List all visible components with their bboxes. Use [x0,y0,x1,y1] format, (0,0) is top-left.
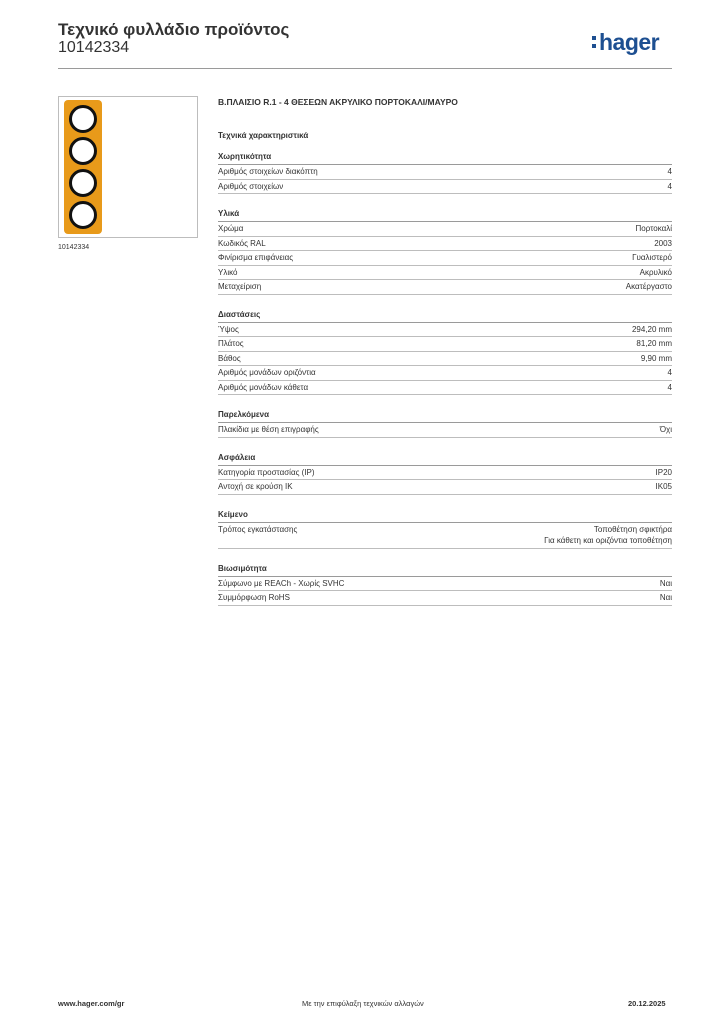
spec-value [668,181,672,193]
spec-value-line: Πορτοκαλί [635,224,672,233]
product-name: Β.ΠΛΑΙΣΙΟ R.1 - 4 ΘΕΣΕΩΝ ΑΚΡΥΛΙΚΟ ΠΟΡΤΟΚΑΛΙ/ΜΑΥΡΟ [218,97,458,107]
spec-label: Αριθμός μονάδων κάθετα [218,382,309,392]
spec-value [636,223,672,235]
spec-value-line: Γυαλιστερό [632,253,672,262]
spec-value-line: Ακατέργαστο [625,282,672,291]
spec-value [668,367,672,379]
spec-section [218,563,672,606]
spec-value [660,424,672,436]
spec-value-line: 4 [667,368,672,377]
spec-value [668,166,672,178]
spec-label: Κωδικός RAL [218,238,266,248]
spec-label: Χρώμα [218,224,244,233]
spec-row [218,237,672,252]
logo-dots-icon [592,34,596,50]
spec-value [632,324,672,336]
spec-value [654,238,672,250]
specs-content [218,96,672,606]
spec-value [668,382,672,394]
spec-value-line: IK05 [655,482,672,491]
footer-date: 20.12.2025 [628,999,666,1008]
spec-row [218,366,672,381]
spec-label: Υλικό [218,267,238,277]
spec-value-line: Όχι [659,425,672,434]
spec-value [626,281,672,293]
spec-value [656,481,672,493]
spec-value-line: 81,20 mm [636,339,672,348]
spec-label: Πλακίδια με θέση επιγραφής [218,425,319,434]
spec-section [218,509,672,549]
spec-section [218,208,672,295]
header-divider [58,68,672,69]
spec-value-line: 4 [667,382,672,392]
spec-value-line: Ναι [659,578,672,588]
spec-section [218,309,672,396]
spec-row [218,180,672,195]
product-code: 10142334 [58,39,130,56]
spec-label: Αριθμός μονάδων οριζόντια [218,368,316,377]
spec-row [218,381,672,396]
frame-plate [64,100,102,234]
spec-value-line: Ακρυλικό [639,267,672,277]
section-title: Διαστάσεις [218,309,672,323]
spec-value-line: 4 [667,181,672,191]
spec-section [218,151,672,194]
spec-label: Βάθος [218,353,241,363]
spec-value [640,267,672,279]
spec-row [218,222,672,237]
spec-section [218,452,672,495]
spec-row [218,523,672,549]
section-title: Κείμενο [218,509,672,523]
spec-value [632,252,672,264]
section-title: Παρελκόμενα [218,409,672,423]
spec-label: Αριθμός στοιχείων [218,181,284,191]
spec-label: Μεταχείριση [218,282,262,291]
spec-value [656,467,672,479]
section-title: Χωρητικότητα [218,151,672,165]
spec-row [218,165,672,180]
spec-sections [218,151,672,606]
spec-value-line: Για κάθετη και οριζόντια τοποθέτηση [544,536,672,545]
section-title: Υλικά [218,208,672,222]
spec-label: Τρόπος εγκατάστασης [218,524,298,534]
spec-value-line: 2003 [654,238,672,248]
spec-row [218,591,672,606]
spec-value [641,353,672,365]
spec-label: Συμμόρφωση RoHS [218,593,290,602]
specs-subtitle: Τεχνικά χαρακτηριστικά [218,131,309,140]
section-title: Βιωσιμότητα [218,563,672,577]
document-title: Τεχνικό φυλλάδιο προϊόντος [58,20,290,39]
spec-value-line: Ναι [659,593,672,602]
spec-row [218,352,672,367]
frame-opening [69,201,97,229]
spec-section [218,409,672,438]
product-image [58,96,198,238]
spec-row [218,480,672,495]
spec-value-line: IP20 [655,467,672,477]
footer-website[interactable]: www.hager.com/gr [58,999,125,1008]
spec-label: Ύψος [218,324,239,334]
spec-row [218,266,672,281]
spec-value-line: 294,20 mm [631,324,672,334]
spec-row [218,323,672,338]
spec-value-line: 4 [667,167,672,176]
spec-label: Αντοχή σε κρούση IK [218,482,293,491]
spec-value-line: 9,90 mm [640,353,672,363]
spec-row [218,577,672,592]
spec-row [218,280,672,295]
spec-row [218,423,672,438]
image-caption: 10142334 [58,244,90,251]
hager-logo[interactable] [592,28,659,56]
spec-value [660,592,672,604]
logo-text: hager [599,28,660,55]
spec-value [660,578,672,590]
spec-value [636,338,672,350]
spec-row [218,337,672,352]
spec-value-line: Τοποθέτηση σφικτήρα [593,524,672,534]
frame-opening [69,105,97,133]
frame-opening [69,137,97,165]
spec-label: Αριθμός στοιχείων διακόπτη [218,167,318,176]
spec-row [218,251,672,266]
spec-row [218,466,672,481]
footer-notice: Με την επιφύλαξη τεχνικών αλλαγών [302,999,424,1008]
spec-label: Φινίρισμα επιφάνειας [218,253,294,262]
spec-value [544,524,672,547]
section-title: Ασφάλεια [218,452,672,466]
spec-label: Σύμφωνο με REACh - Χωρίς SVHC [218,578,345,588]
spec-label: Κατηγορία προστασίας (IP) [218,467,315,477]
frame-opening [69,169,97,197]
spec-label: Πλάτος [218,339,244,348]
